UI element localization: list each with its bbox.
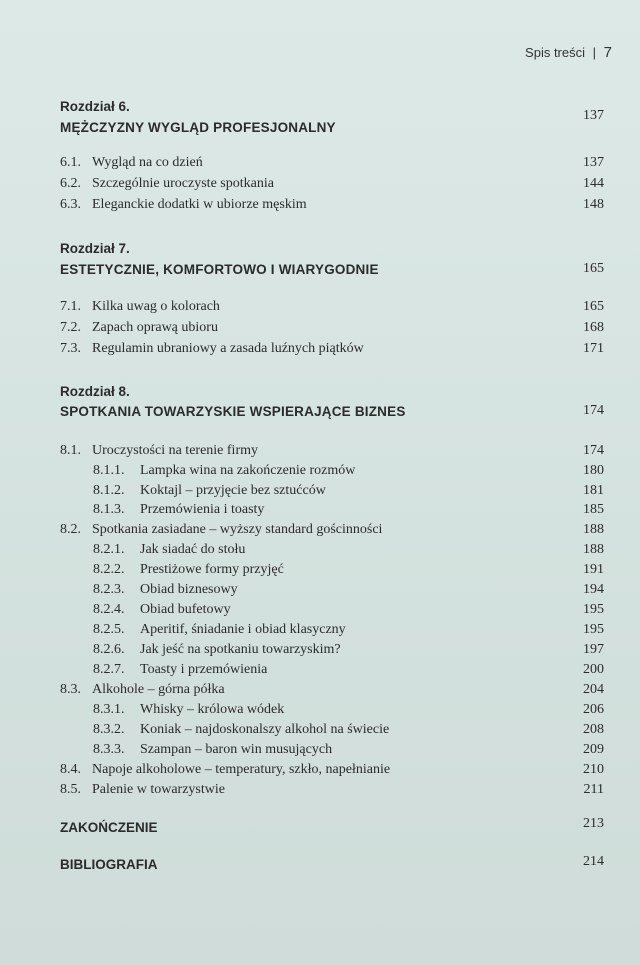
- entry-title: Aperitif, śniadanie i obiad klasyczny: [140, 622, 346, 637]
- chapter-6-title: MĘŻCZYZNY WYGLĄD PROFESJONALNY: [60, 120, 336, 135]
- entry-title: Jak siadać do stołu: [140, 542, 246, 557]
- entry-title: Lampka wina na zakończenie rozmów: [140, 463, 356, 478]
- entry-number: 8.2.2.: [93, 562, 125, 577]
- toc-subentry: [0, 720, 640, 740]
- toc-subentry: [0, 481, 640, 501]
- entry-page: 194: [583, 582, 604, 597]
- entry-title: Jak jeść na spotkaniu towarzyskim?: [140, 642, 341, 657]
- entry-page: 188: [583, 522, 604, 537]
- toc-subentry: [0, 540, 640, 560]
- toc-subentry: [0, 600, 640, 620]
- entry-page: 137: [583, 155, 604, 170]
- entry-number: 6.3.: [60, 197, 81, 212]
- entry-number: 8.2.1.: [93, 542, 125, 557]
- toc-entry: [0, 441, 640, 461]
- toc-entry: [0, 760, 640, 780]
- entry-number: 8.3.2.: [93, 722, 125, 737]
- entry-page: 209: [583, 742, 604, 757]
- toc-subentry: [0, 660, 640, 680]
- entry-number: 8.4.: [60, 762, 81, 777]
- entry-title: Koniak – najdoskonalszy alkohol na świecie: [140, 722, 390, 737]
- entry-page: 210: [583, 762, 604, 777]
- entry-title: Alkohole – górna półka: [92, 682, 225, 697]
- entry-number: 8.5.: [60, 782, 81, 797]
- toc-entry: [0, 297, 640, 317]
- entry-number: 8.2.3.: [93, 582, 125, 597]
- entry-page: 181: [583, 483, 604, 498]
- entry-title: Szczególnie uroczyste spotkania: [92, 176, 274, 191]
- page-number: 7: [603, 44, 612, 61]
- entry-number: 8.3.1.: [93, 702, 125, 717]
- entry-page: 197: [583, 642, 604, 657]
- entry-page: 180: [583, 463, 604, 478]
- entry-number: 8.2.4.: [93, 602, 125, 617]
- toc-subentry: [0, 560, 640, 580]
- entry-page: 195: [583, 622, 604, 637]
- toc-subentry: [0, 620, 640, 640]
- entry-title: Whisky – królowa wódek: [140, 702, 285, 717]
- toc-entry: [0, 339, 640, 359]
- entry-number: 8.1.1.: [93, 463, 125, 478]
- entry-title: Spotkania zasiadane – wyższy standard gościnności: [92, 522, 383, 537]
- entry-page: 200: [583, 662, 604, 677]
- chapter-8-page: 174: [583, 403, 604, 418]
- toc-subentry: [0, 640, 640, 660]
- entry-page: 185: [583, 502, 604, 517]
- toc-subentry: [0, 700, 640, 720]
- entry-page: 144: [583, 176, 604, 191]
- entry-title: Toasty i przemówienia: [140, 662, 268, 677]
- toc-entry: [0, 195, 640, 215]
- bibliography-title: BIBLIOGRAFIA: [60, 857, 158, 872]
- entry-number: 6.2.: [60, 176, 81, 191]
- toc-subentry: [0, 461, 640, 481]
- entry-page: 191: [583, 562, 604, 577]
- entry-page: 148: [583, 197, 604, 212]
- entry-title: Regulamin ubraniowy a zasada luźnych piątków: [92, 341, 364, 356]
- entry-number: 8.2.7.: [93, 662, 125, 677]
- entry-title: Przemówienia i toasty: [140, 502, 265, 517]
- entry-title: Koktajl – przyjęcie bez sztućców: [140, 483, 326, 498]
- entry-number: 8.2.: [60, 522, 81, 537]
- chapter-6-page: 137: [583, 108, 604, 123]
- conclusion-title: ZAKOŃCZENIE: [60, 820, 158, 835]
- toc-subentry: [0, 580, 640, 600]
- entry-page: 188: [583, 542, 604, 557]
- running-head-separator: |: [592, 45, 597, 60]
- entry-number: 8.1.3.: [93, 502, 125, 517]
- chapter-8-label: Rozdział 8.: [60, 384, 130, 399]
- entry-number: 6.1.: [60, 155, 81, 170]
- entry-number: 7.1.: [60, 299, 81, 314]
- entry-title: Obiad bufetowy: [140, 602, 231, 617]
- entry-page: 195: [583, 602, 604, 617]
- entry-number: 7.2.: [60, 320, 81, 335]
- entry-title: Wygląd na co dzień: [92, 155, 203, 170]
- toc-entry: [0, 318, 640, 338]
- entry-number: 8.2.5.: [93, 622, 125, 637]
- entry-number: 8.3.: [60, 682, 81, 697]
- toc-entry: [0, 520, 640, 540]
- chapter-7-page: 165: [583, 261, 604, 276]
- entry-title: Uroczystości na terenie firmy: [92, 443, 258, 458]
- entry-title: Napoje alkoholowe – temperatury, szkło, napełnianie: [92, 762, 391, 777]
- entry-title: Zapach oprawą ubioru: [92, 320, 218, 335]
- entry-number: 8.1.2.: [93, 483, 125, 498]
- chapter-7-label: Rozdział 7.: [60, 241, 130, 256]
- toc-subentry: [0, 740, 640, 760]
- entry-page: 206: [583, 702, 604, 717]
- entry-number: 8.1.: [60, 443, 81, 458]
- entry-title: Prestiżowe formy przyjęć: [140, 562, 284, 577]
- entry-page: 168: [583, 320, 604, 335]
- entry-number: 7.3.: [60, 341, 81, 356]
- entry-page: 204: [583, 682, 604, 697]
- toc-entry: [0, 680, 640, 700]
- entry-number: 8.3.3.: [93, 742, 125, 757]
- chapter-7-title: ESTETYCZNIE, KOMFORTOWO I WIARYGODNIE: [60, 262, 379, 277]
- running-head-section: Spis treści: [525, 45, 586, 60]
- chapter-8-title: SPOTKANIA TOWARZYSKIE WSPIERAJĄCE BIZNES: [60, 404, 406, 419]
- entry-number: 8.2.6.: [93, 642, 125, 657]
- entry-page: 174: [583, 443, 604, 458]
- entry-title: Kilka uwag o kolorach: [92, 299, 220, 314]
- toc-entry: [0, 780, 640, 800]
- entry-title: Palenie w towarzystwie: [92, 782, 225, 797]
- running-head: [525, 44, 612, 61]
- entry-title: Obiad biznesowy: [140, 582, 238, 597]
- entry-page: 211: [583, 782, 604, 797]
- toc-subentry: [0, 500, 640, 520]
- chapter-6-label: Rozdział 6.: [60, 99, 130, 114]
- entry-page: 165: [583, 299, 604, 314]
- conclusion-page: 213: [583, 816, 604, 831]
- entry-page: 171: [583, 341, 604, 356]
- entry-title: Eleganckie dodatki w ubiorze męskim: [92, 197, 307, 212]
- bibliography-page: 214: [583, 854, 604, 869]
- toc-entry: [0, 174, 640, 194]
- toc-entry: [0, 153, 640, 173]
- entry-title: Szampan – baron win musujących: [140, 742, 333, 757]
- entry-page: 208: [583, 722, 604, 737]
